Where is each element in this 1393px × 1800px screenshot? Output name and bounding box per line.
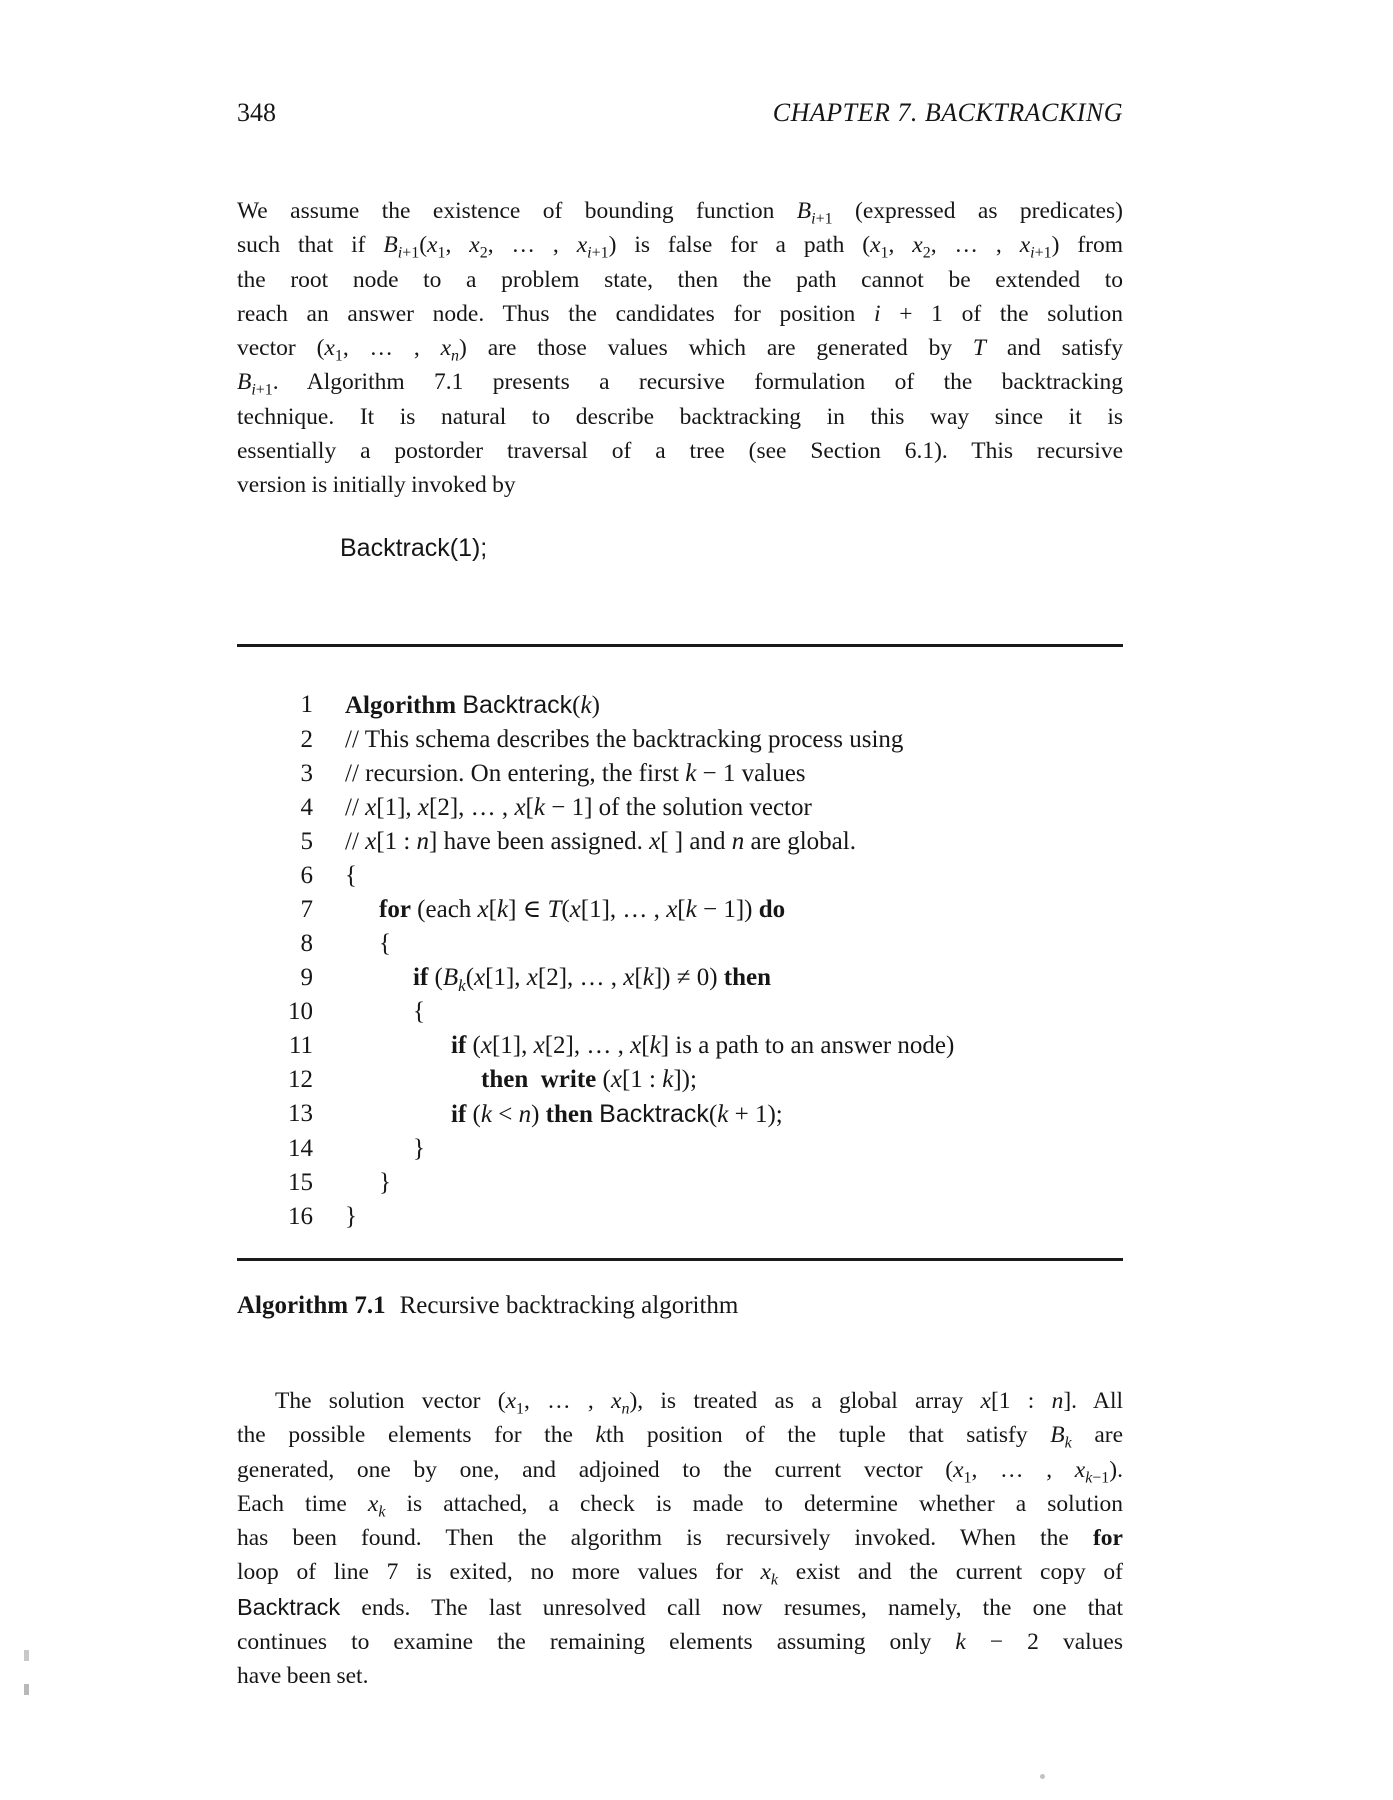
algorithm-line bbox=[237, 1166, 1357, 1200]
algorithm-line bbox=[237, 791, 1357, 825]
line-number: 14 bbox=[288, 1135, 313, 1162]
code-text: { bbox=[345, 862, 357, 889]
text-line: the root node to a problem state, then the path cannot be extended to bbox=[237, 266, 1123, 293]
code-text: then write (x[1 : k]); bbox=[481, 1066, 697, 1093]
code-text: // x[1 : n] have been assigned. x[ ] and n are global. bbox=[345, 828, 856, 855]
code-text: Algorithm Backtrack(k) bbox=[345, 691, 600, 719]
line-number: 1 bbox=[300, 691, 313, 718]
code-text: { bbox=[413, 998, 425, 1025]
code-text: // x[1], x[2], … , x[k − 1] of the solution vector bbox=[345, 794, 812, 821]
chapter-title: CHAPTER 7. BACKTRACKING bbox=[772, 98, 1123, 127]
algorithm-line bbox=[237, 961, 1357, 995]
listing-top-rule bbox=[237, 644, 1123, 647]
text-line: The solution vector ($x_1$, … , $x_n$), is treated as a global array x[1 : n]. All bbox=[275, 1388, 1124, 1418]
code-text: if (k < n) then Backtrack(k + 1); bbox=[451, 1100, 783, 1128]
page-header bbox=[237, 98, 1123, 128]
text-line: technique. It is natural to describe backtracking in this way since it is bbox=[237, 403, 1123, 430]
line-number: 4 bbox=[300, 794, 313, 821]
algorithm-line bbox=[237, 1029, 1357, 1063]
algorithm-line bbox=[237, 995, 1357, 1029]
line-number: 11 bbox=[288, 1032, 313, 1059]
line-number: 12 bbox=[288, 1066, 313, 1093]
listing-bottom-rule bbox=[237, 1258, 1123, 1261]
code-text: // This schema describes the backtracking process using bbox=[345, 726, 904, 753]
line-number: 3 bbox=[300, 760, 313, 787]
caption-label: Algorithm 7.1 bbox=[237, 1292, 386, 1319]
code-text: } bbox=[345, 1203, 357, 1230]
line-number: 7 bbox=[300, 896, 313, 923]
text-line: generated, one by one, and adjoined to the current vector ($x_1$, … , $x_{k-1}$). bbox=[237, 1456, 1123, 1487]
code-text: } bbox=[413, 1135, 425, 1162]
line-number: 16 bbox=[288, 1203, 313, 1230]
intro-paragraph bbox=[237, 194, 1123, 503]
line-number: 9 bbox=[300, 964, 313, 991]
line-number: 15 bbox=[288, 1169, 313, 1196]
page-number: 348 bbox=[237, 98, 276, 127]
text-line: such that if $B_{i+1}(x_1$, $x_2$, … , $x_{i+1}$) is false for a path ($x_1$, $x_2$, … , $x_{i+1}$) from bbox=[237, 232, 1124, 262]
algorithm-line bbox=[237, 893, 1357, 927]
code-text: if ($B_k(x[1]$, x[2], … , x[k]) ≠ 0) then bbox=[413, 964, 772, 995]
scan-artifact bbox=[1040, 1774, 1045, 1779]
text-line: the possible elements for the kth position of the tuple that satisfy $B_k$ are bbox=[237, 1422, 1124, 1452]
text-line: continues to examine the remaining elements assuming only k − 2 values bbox=[237, 1629, 1123, 1656]
line-number: 6 bbox=[300, 862, 313, 889]
text-line: vector ($x_1$, … , $x_n$) are those values which are generated by T and satisfy bbox=[237, 335, 1123, 365]
text-line: Backtrack ends. The last unresolved call now resumes, namely, the one that bbox=[237, 1593, 1123, 1621]
algorithm-line bbox=[237, 1097, 1357, 1132]
text-line: version is initially invoked by bbox=[237, 472, 516, 499]
text-line: We assume the existence of bounding function $B_{i+1}$ (expressed as predicates) bbox=[237, 198, 1124, 228]
algorithm-line bbox=[237, 1200, 1357, 1234]
code-text: // recursion. On entering, the first k − 1 values bbox=[345, 760, 806, 787]
code-text: } bbox=[379, 1169, 391, 1196]
text-line: loop of line 7 is exited, no more values for $x_k$ exist and the current copy of bbox=[237, 1559, 1123, 1590]
text-line: have been set. bbox=[237, 1663, 369, 1690]
line-number: 5 bbox=[300, 828, 313, 855]
algorithm-line bbox=[237, 1063, 1357, 1097]
algorithm-line bbox=[237, 688, 1357, 723]
algorithm-line bbox=[237, 859, 1357, 893]
caption-text: Recursive backtracking algorithm bbox=[399, 1292, 739, 1319]
text-line: essentially a postorder traversal of a tree (see Section 6.1). This recursive bbox=[237, 438, 1123, 465]
text-line: has been found. Then the algorithm is recursively invoked. When the for bbox=[237, 1525, 1123, 1552]
algorithm-listing bbox=[237, 688, 1357, 1234]
code-text: { bbox=[379, 930, 391, 957]
algorithm-line bbox=[237, 825, 1357, 859]
code-text: for (each x[k] ∈ T(x[1], … , x[k − 1]) do bbox=[379, 896, 786, 923]
code-text: if (x[1], x[2], … , x[k] is a path to an answer node) bbox=[451, 1032, 955, 1059]
line-number: 8 bbox=[300, 930, 313, 957]
text-line: reach an answer node. Thus the candidates for position i + 1 of the solution bbox=[237, 300, 1123, 327]
body-paragraph bbox=[237, 1384, 1123, 1694]
algorithm-line bbox=[237, 723, 1357, 757]
algorithm-line bbox=[237, 927, 1357, 961]
scan-artifact bbox=[24, 1650, 29, 1661]
invocation-code: Backtrack(1); bbox=[340, 534, 488, 562]
line-number: 10 bbox=[288, 998, 313, 1025]
line-number: 13 bbox=[288, 1100, 313, 1127]
line-number: 2 bbox=[300, 726, 313, 753]
algorithm-caption bbox=[237, 1292, 1123, 1320]
text-line: $B_{i+1}$. Algorithm 7.1 presents a recursive formulation of the backtracking bbox=[237, 369, 1123, 400]
algorithm-line bbox=[237, 1132, 1357, 1166]
algorithm-line bbox=[237, 757, 1357, 791]
text-line: Each time $x_k$ is attached, a check is made to determine whether a solution bbox=[237, 1490, 1124, 1521]
scan-artifact bbox=[24, 1684, 29, 1695]
